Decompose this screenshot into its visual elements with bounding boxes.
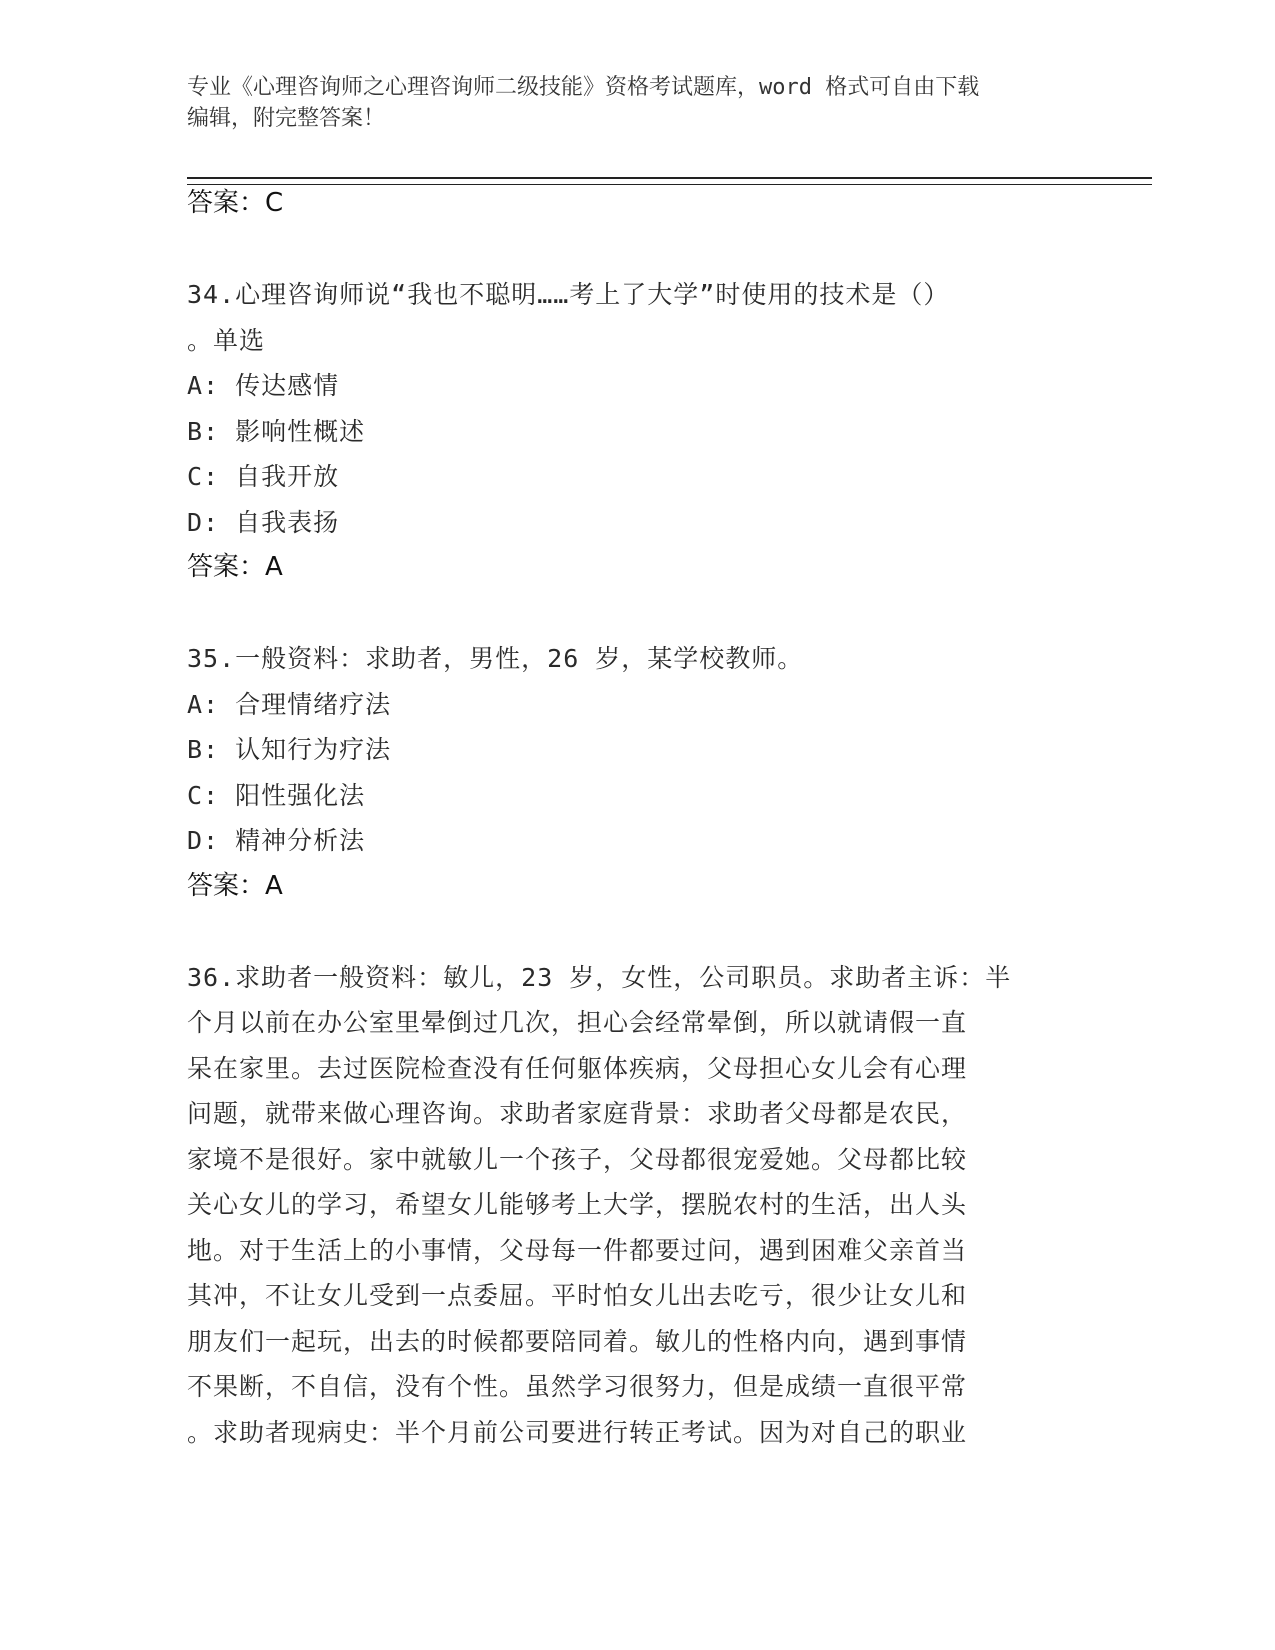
option-c: C: 阳性强化法 (187, 780, 366, 810)
header-line-2: 编辑，附完整答案！ (187, 106, 386, 131)
option-a: A: 合理情绪疗法 (187, 689, 392, 719)
question-text-line: 个月以前在办公室里晕倒过几次，担心会经常晕倒，所以就请假一直 (187, 1008, 968, 1037)
question-text-line: 地。对于生活上的小事情，父母每一件都要过问，遇到困难父亲首当 (187, 1235, 968, 1265)
spacer (187, 909, 1087, 955)
question-34 (187, 272, 1087, 591)
question-text-line: 34.心理咨询师说“我也不聪明……考上了大学”时使用的技术是（） (187, 280, 950, 309)
header-line-1: 专业《心理咨询师之心理咨询师二级技能》资格考试题库，word 格式可自由下载 (187, 75, 980, 100)
question-36 (187, 955, 1087, 1456)
question-text-line: 。单选 (187, 325, 266, 355)
main-content (187, 181, 1087, 1455)
question-text-line: 36.求助者一般资料：敏儿，23 岁，女性，公司职员。求助者主诉：半 (187, 962, 1012, 992)
option-c: C: 自我开放 (187, 462, 340, 491)
option-d: D: 精神分析法 (187, 826, 366, 855)
question-text-line: 关心女儿的学习，希望女儿能够考上大学，摆脱农村的生活，出人头 (187, 1190, 968, 1219)
header-rule-thick (187, 177, 1152, 179)
question-text-line: 不果断，不自信，没有个性。虽然学习很努力，但是成绩一直很平常 (187, 1372, 968, 1401)
answer: 答案：A (187, 552, 283, 582)
question-text-line: 35.一般资料：求助者，男性，26 岁，某学校教师。 (187, 644, 804, 673)
question-text-line: 问题，就带来做心理咨询。求助者家庭背景：求助者父母都是农民， (187, 1099, 968, 1128)
option-b: B: 认知行为疗法 (187, 735, 392, 764)
option-b: B: 影响性概述 (187, 416, 366, 446)
document-header (187, 72, 1067, 134)
option-d: D: 自我表扬 (187, 507, 340, 537)
question-35 (187, 636, 1087, 909)
question-text-line: 家境不是很好。家中就敏儿一个孩子，父母都很宠爱她。父母都比较 (187, 1144, 968, 1174)
question-text-line: 其冲，不让女儿受到一点委屈。平时怕女儿出去吃亏，很少让女儿和 (187, 1281, 968, 1310)
question-text-line: 朋友们一起玩，出去的时候都要陪同着。敏儿的性格内向，遇到事情 (187, 1326, 968, 1356)
question-text-line: 。求助者现病史：半个月前公司要进行转正考试。因为对自己的职业 (187, 1417, 968, 1447)
answer: 答案：A (187, 870, 283, 901)
previous-answer: 答案：C (187, 188, 284, 218)
question-text-line: 呆在家里。去过医院检查没有任何躯体疾病，父母担心女儿会有心理 (187, 1053, 968, 1083)
option-a: A: 传达感情 (187, 371, 340, 400)
spacer (187, 227, 1087, 273)
spacer (187, 591, 1087, 637)
